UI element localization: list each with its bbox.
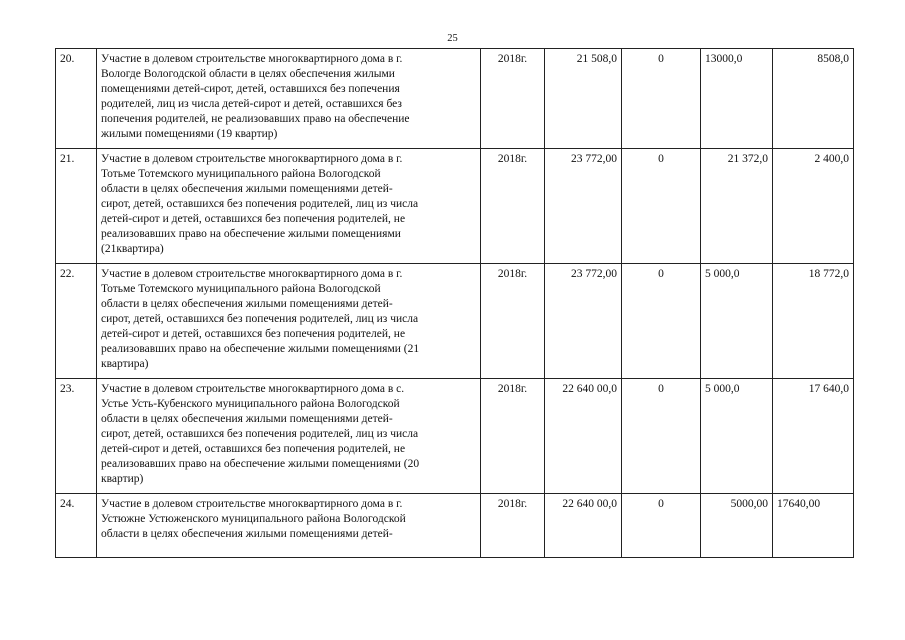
description-line: Участие в долевом строительстве многоквартирного дома в г. xyxy=(101,153,403,165)
table-row xyxy=(56,264,854,379)
amount-cell-1: 0 xyxy=(622,264,701,379)
year-cell: 2018г. xyxy=(481,49,545,149)
table-row xyxy=(56,379,854,494)
description-line: Участие в долевом строительстве многоквартирного дома в г. xyxy=(101,268,403,280)
description-line: реализовавших право на обеспечение жилыми помещениями (21 xyxy=(101,343,420,355)
amount-cell-1: 0 xyxy=(622,149,701,264)
description-line: области в целях обеспечения жилыми помещениями детей- xyxy=(101,528,393,540)
description-line: попечения родителей, не реализовавших право на обеспечение xyxy=(101,113,410,125)
activity-description-cell xyxy=(97,494,481,558)
amount-cell-2: 21 372,0 xyxy=(701,149,773,264)
row-number-cell: 23. xyxy=(56,379,97,494)
total-amount-cell: 23 772,00 xyxy=(545,149,622,264)
description-line: Участие в долевом строительстве многоквартирного дома в г. xyxy=(101,498,403,510)
description-line: сирот, детей, оставшихся без попечения родителей, лиц из числа xyxy=(101,198,419,210)
activity-description-cell xyxy=(97,49,481,149)
description-line: Устюжне Устюженского муниципального района Вологодской xyxy=(101,513,406,525)
amount-cell-2: 13000,0 xyxy=(701,49,773,149)
total-amount-cell: 21 508,0 xyxy=(545,49,622,149)
description-line: жилыми помещениями (19 квартир) xyxy=(101,128,278,140)
total-amount-cell: 23 772,00 xyxy=(545,264,622,379)
year-cell: 2018г. xyxy=(481,379,545,494)
amount-cell-2: 5 000,0 xyxy=(701,264,773,379)
description-line: Вологде Вологодской области в целях обеспечения жилыми xyxy=(101,68,395,80)
description-line: сирот, детей, оставшихся без попечения родителей, лиц из числа xyxy=(101,313,419,325)
activity-description-cell xyxy=(97,379,481,494)
description-line: Устье Усть-Кубенского муниципального района Вологодской xyxy=(101,398,400,410)
table-row xyxy=(56,149,854,264)
description-line: (21квартира) xyxy=(101,243,164,255)
amount-cell-2: 5000,00 xyxy=(701,494,773,558)
description-line: родителей, лиц из числа детей-сирот и детей, оставшихся без xyxy=(101,98,402,110)
description-line: реализовавших право на обеспечение жилыми помещениями xyxy=(101,228,401,240)
table-row xyxy=(56,49,854,149)
description-line: квартира) xyxy=(101,358,149,370)
description-line: области в целях обеспечения жилыми помещениями детей- xyxy=(101,183,393,195)
amount-cell-1: 0 xyxy=(622,494,701,558)
description-line: сирот, детей, оставшихся без попечения родителей, лиц из числа xyxy=(101,428,419,440)
description-line: детей-сирот и детей, оставшихся без попечения родителей, не xyxy=(101,213,406,225)
description-line: Тотьме Тотемского муниципального района Вологодской xyxy=(101,283,381,295)
amount-cell-2: 5 000,0 xyxy=(701,379,773,494)
year-cell: 2018г. xyxy=(481,494,545,558)
financing-table xyxy=(55,48,854,558)
year-cell: 2018г. xyxy=(481,264,545,379)
description-line: Тотьме Тотемского муниципального района Вологодской xyxy=(101,168,381,180)
description-line: квартир) xyxy=(101,473,144,485)
activity-description-cell xyxy=(97,149,481,264)
amount-cell-3: 18 772,0 xyxy=(773,264,854,379)
year-cell: 2018г. xyxy=(481,149,545,264)
total-amount-cell: 22 640 00,0 xyxy=(545,494,622,558)
amount-cell-3: 17640,00 xyxy=(773,494,854,558)
row-number-cell: 21. xyxy=(56,149,97,264)
description-line: Участие в долевом строительстве многоквартирного дома в г. xyxy=(101,53,403,65)
description-line: Участие в долевом строительстве многоквартирного дома в с. xyxy=(101,383,405,395)
description-line: области в целях обеспечения жилыми помещениями детей- xyxy=(101,298,393,310)
total-amount-cell: 22 640 00,0 xyxy=(545,379,622,494)
table-row xyxy=(56,494,854,558)
page-number: 25 xyxy=(447,33,458,44)
amount-cell-1: 0 xyxy=(622,49,701,149)
row-number-cell: 24. xyxy=(56,494,97,558)
description-line: детей-сирот и детей, оставшихся без попечения родителей, не xyxy=(101,443,406,455)
description-line: реализовавших право на обеспечение жилыми помещениями (20 xyxy=(101,458,420,470)
amount-cell-3: 17 640,0 xyxy=(773,379,854,494)
row-number-cell: 20. xyxy=(56,49,97,149)
amount-cell-1: 0 xyxy=(622,379,701,494)
activity-description-cell xyxy=(97,264,481,379)
description-line: области в целях обеспечения жилыми помещениями детей- xyxy=(101,413,393,425)
description-line: детей-сирот и детей, оставшихся без попечения родителей, не xyxy=(101,328,406,340)
amount-cell-3: 2 400,0 xyxy=(773,149,854,264)
description-line: помещениями детей-сирот, детей, оставшихся без попечения xyxy=(101,83,400,95)
row-number-cell: 22. xyxy=(56,264,97,379)
amount-cell-3: 8508,0 xyxy=(773,49,854,149)
